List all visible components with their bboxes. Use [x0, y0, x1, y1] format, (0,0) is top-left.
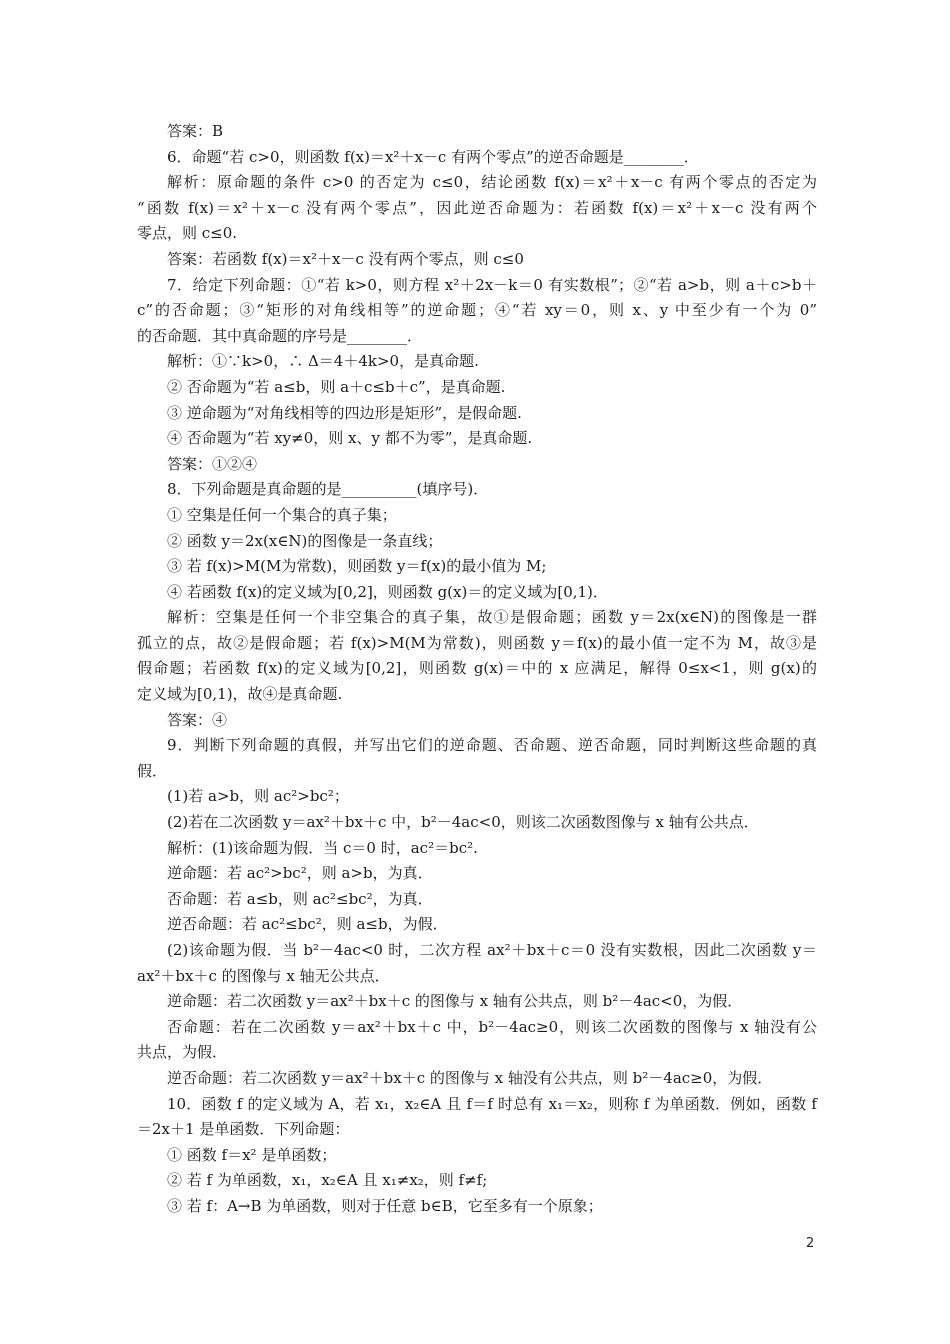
text-line: ② 函数 y＝2x(x∈N)的图像是一条直线； — [167, 531, 443, 550]
text-line: 10．函数 f 的定义域为 A，若 x₁，x₂∈A 且 f＝f 时总有 x₁＝x₂，则称 f 为单函数．例如，函数 f — [167, 1094, 817, 1113]
text-line: 的否命题．其中真命题的序号是________． — [137, 326, 423, 345]
text-line: (2)该命题为假．当 b²－4ac<0 时，二次方程 ax²＋bx＋c＝0 没有实数根，因此二次函数 y＝ — [167, 941, 817, 959]
text-line: 8．下列命题是真命题的是__________(填序号)． — [167, 480, 489, 499]
text-line: 否命题：若 a≤b，则 ac²≤bc²，为真． — [167, 889, 433, 908]
text-line: 解析：空集是任何一个非空集合的真子集，故①是假命题；函数 y＝2x(x∈N)的图像是一群 — [167, 608, 817, 627]
text-line: 逆命题：若二次函数 y＝ax²＋bx＋c 的图像与 x 轴有公共点，则 b²－4ac<0，为假． — [167, 992, 743, 1011]
text-line: ③ 逆命题为“对角线相等的四边形是矩形”，是假命题. — [167, 403, 522, 422]
text-line: 答案：①②④ — [167, 454, 258, 473]
text-line: 答案：④ — [167, 710, 228, 729]
text-line: ② 若 f 为单函数，x₁，x₂∈A 且 x₁≠x₂，则 f≠f; — [167, 1171, 488, 1190]
page-number: 2 — [806, 1236, 815, 1251]
text-line: 假． — [137, 761, 168, 780]
text-line: ＝2x＋1 是单函数．下列命题： — [137, 1120, 350, 1139]
text-line: ③ 若 f：A→B 为单函数，则对于任意 b∈B，它至多有一个原象； — [167, 1196, 603, 1215]
text-line: c”的否命题；③“矩形的对角线相等”的逆命题；④“若 xy＝0，则 x、y 中至少有一个为 0” — [137, 301, 817, 320]
text-line: 共点，为假． — [137, 1043, 228, 1062]
text-line: 定义域为[0,1)，故④是真命题. — [137, 685, 343, 704]
text-line: 逆命题：若 ac²>bc²，则 a>b，为真． — [167, 864, 433, 883]
text-line: “函数 f(x)＝x²＋x－c 没有两个零点”，因此逆否命题为：若函数 f(x)＝x²＋x－c 没有两个 — [137, 198, 817, 217]
text-line: ① 空集是任何一个集合的真子集； — [167, 505, 397, 524]
text-line: 解析：原命题的条件 c>0 的否定为 c≤0，结论函数 f(x)＝x²＋x－c 有两个零点的否定为 — [167, 173, 817, 192]
text-line: 逆否命题：若 ac²≤bc²，则 a≤b，为假． — [167, 915, 448, 934]
text-line: ③ 若 f(x)>M(M为常数)，则函数 y＝f(x)的最小值为 M; — [167, 557, 547, 576]
text-line: 假命题；若函数 f(x)的定义域为[0,2]，则函数 g(x)＝中的 x 应满足，解得 0≤x<1，则 g(x)的 — [137, 659, 817, 678]
text-line: (1)若 a>b，则 ac²>bc²； — [167, 787, 349, 806]
text-line: 逆否命题：若二次函数 y＝ax²＋bx＋c 的图像与 x 轴没有公共点，则 b²－4ac≥0，为假． — [167, 1068, 773, 1087]
text-line: ④ 否命题为“若 xy≠0，则 x、y 都不为零”，是真命题. — [167, 429, 533, 448]
text-line: 9．判断下列命题的真假，并写出它们的逆命题、否命题、逆否命题，同时判断这些命题的真 — [167, 736, 817, 755]
text-line: (2)若在二次函数 y＝ax²＋bx＋c 中，b²－4ac<0，则该二次函数图像与 x 轴有公共点． — [167, 813, 759, 832]
text-line: ax²＋bx＋c 的图像与 x 轴无公共点． — [137, 966, 390, 985]
text-line: 7．给定下列命题：①“若 k>0，则方程 x²＋2x－k＝0 有实数根”；②“若 a>b，则 a＋c>b＋ — [167, 275, 817, 294]
text-line: 零点，则 c≤0. — [137, 224, 238, 243]
text-line: 答案：若函数 f(x)＝x²＋x－c 没有两个零点，则 c≤0 — [167, 249, 524, 268]
text-line: 否命题：若在二次函数 y＝ax²＋bx＋c 中，b²－4ac≥0，则该二次函数的图像与 x 轴没有公 — [167, 1017, 817, 1036]
text-line: ④ 若函数 f(x)的定义域为[0,2]，则函数 g(x)＝的定义域为[0,1)． — [167, 582, 608, 601]
text-line: 解析：①∵k>0，∴ Δ＝4＋4k>0，是真命题. — [167, 352, 479, 371]
text-line: ② 否命题为“若 a≤b，则 a＋c≤b＋c”，是真命题. — [167, 377, 506, 396]
text-line: 解析：(1)该命题为假．当 c＝0 时，ac²＝bc². — [167, 838, 478, 857]
document-body — [137, 119, 817, 1220]
text-line: ① 函数 f＝x² 是单函数； — [167, 1145, 337, 1164]
text-line: 6．命题“若 c>0，则函数 f(x)＝x²＋x－c 有两个零点”的逆否命题是________． — [167, 147, 699, 166]
text-line: 答案：B — [167, 122, 224, 140]
text-line: 孤立的点，故②是假命题；若 f(x)>M(M为常数)，则函数 y＝f(x)的最小值一定不为 M，故③是 — [137, 633, 817, 652]
